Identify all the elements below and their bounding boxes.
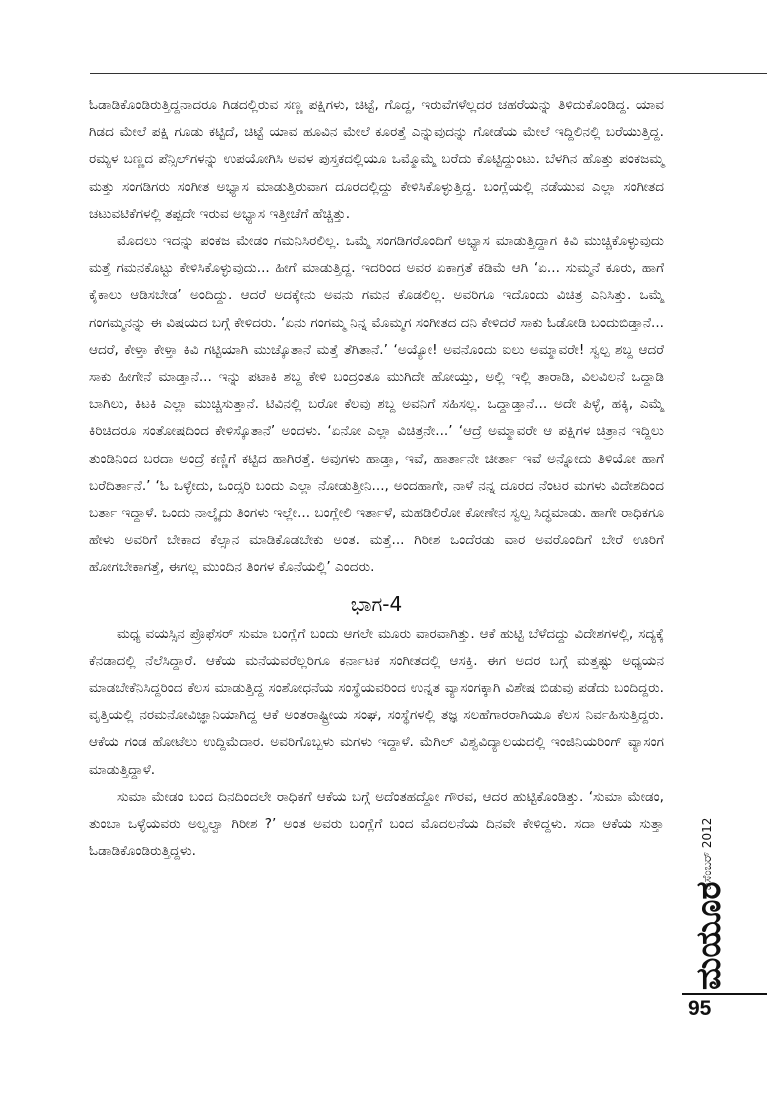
magazine-logo <box>686 881 732 990</box>
section-title: ಭಾಗ-4 <box>350 591 403 616</box>
article-body <box>89 92 664 865</box>
paragraph-4: ಸುಮಾ ಮೇಡಂ ಬಂದ ದಿನದಿಂದಲೇ ರಾಧಿಕಗೆ ಆಕೆಯ ಬಗ್ಗೆ ಅದೆಂತಹದ್ದೋ ಗೌರವ, ಆದರ ಹುಟ್ಟಿಕೊಂಡಿತ್ತು. ‘ಸುಮಾ ಮೇಡಂ, ತುಂಬಾ ಒಳ್ಳೆಯವರು ಅಲ್ವಲ್ವಾ ಗಿರೀಶ ?’ ಅಂತ ಅವರು ಬಂಗ್ಲೆಗೆ ಬಂದ ಮೊದಲನೆಯ ದಿನವೇ ಕೇಳಿದ್ದಳು. ಸದಾ ಆಕೆಯ ಸುತ್ತಾ ಓಡಾಡಿಕೊಂಡಿರುತ್ತಿದ್ದಳು. <box>89 788 664 860</box>
paragraph-2: ಮೊದಲು ಇದನ್ನು ಪಂಕಜ ಮೇಡಂ ಗಮನಿಸಿರಲಿಲ್ಲ. ಒಮ್ಮೆ ಸಂಗಡಿಗರೊಂದಿಗೆ ಅಭ್ಯಾಸ ಮಾಡುತ್ತಿದ್ದಾಗ ಕಿವಿ ಮುಚ್ಚಿಕೊಳ್ಳುವುದು ಮತ್ತೆ ಗಮನಕೊಟ್ಟು ಕೇಳಿಸಿಕೊಳ್ಳುವುದು... ಹೀಗೆ ಮಾಡುತ್ತಿದ್ದ. ಇದರಿಂದ ಅವರ ಏಕಾಗ್ರತೆ ಕಡಿಮೆ ಆಗಿ ‘ಏ... ಸುಮ್ಮನೆ ಕೂರು, ಹಾಗೆ ಕೈಕಾಲು ಆಡಿಸಬೇಡ’ ಅಂದಿದ್ದು. ಆದರೆ ಅದಕ್ಕೇನು ಅವನು ಗಮನ ಕೊಡಲಿಲ್ಲ. ಅವರಿಗೂ ಇದೊಂದು ವಿಚಿತ್ರ ಎನಿಸಿತ್ತು. ಒಮ್ಮೆ ಗಂಗಮ್ಮನನ್ನು ಈ ವಿಷಯದ ಬಗ್ಗೆ ಕೇಳಿದರು. ‘ಏನು ಗಂಗಮ್ಮ ನಿನ್ನ ಮೊಮ್ಮಗ ಸಂಗೀತದ ದನಿ ಕೇಳಿದರೆ ಸಾಕು ಓಡೋಡಿ ಬಂದುಬಿಡ್ತಾನೆ... ಆದರೆ, ಕೇಳ್ತಾ ಕೇಳ್ತಾ ಕಿವಿ ಗಟ್ಟಿಯಾಗಿ ಮುಚ್ಕೊತಾನೆ ಮತ್ತೆ ತೆಗಿತಾನೆ.’ ‘ಅಯ್ಯೋ! ಅವನೊಂದು ಐಲು ಅಮ್ಮಾವರೇ! ಸ್ವಲ್ಪ ಶಬ್ದ ಆದರೆ ಸಾಕು ಹೀಗೇನೆ ಮಾಡ್ತಾನೆ... ಇನ್ನು ಪಟಾಕಿ ಶಬ್ದ ಕೇಳಿ ಬಂದ್ರಂತೂ ಮುಗಿದೇ ಹೋಯ್ತು, ಅಲ್ಲಿ ಇಲ್ಲಿ ತಾರಾಡಿ, ವಿಲವಿಲನೆ ಒದ್ದಾಡಿ ಬಾಗಿಲು, ಕಿಟಕಿ ಎಲ್ಲಾ ಮುಚ್ಚಿಸುತ್ತಾನೆ. ಟಿವಿನಲ್ಲಿ ಬರೋ ಕೆಲವು ಶಬ್ದ ಅವನಿಗೆ ಸಹಿಸಲ್ಲ. ಒದ್ದಾಡ್ತಾನೆ... ಅದೇ ಪಿಳ್ಳೆ, ಹಕ್ಕಿ, ಎಮ್ಮೆ ಕಿರಿಚಿದರೂ ಸಂತೋಷದಿಂದ ಕೇಳಿಸ್ಕೊತಾನೆ’ ಅಂದಳು. ‘ಏನೋ ಎಲ್ಲಾ ವಿಚಿತ್ರನೇ...’ ‘ಆದ್ರೆ ಅಮ್ಮಾವರೇ ಆ ಪಕ್ಷಿಗಳ ಚಿತ್ರಾನ ಇದ್ದಿಲು ತುಂಡಿನಿಂದ ಬರದಾ ಅಂದ್ರೆ ಕಣ್ಣಿಗೆ ಕಟ್ಟಿದ ಹಾಗಿರತ್ತೆ. ಅವುಗಳು ಹಾಡ್ತಾ, ಇವೆ, ಹಾರ್ತಾನೇ ಚೀರ್ತಾ ಇವೆ ಅನ್ನೋದು ತಿಳಿಯೋ ಹಾಗೆ ಬರೆದಿರ್ತಾನೆ.’ ‘ಓ ಒಳ್ಳೇದು, ಒಂದ್ಸರಿ ಬಂದು ಎಲ್ಲಾ ನೋಡುತ್ತೀನಿ..., ಅಂದಹಾಗೇ, ನಾಳೆ ನನ್ನ ದೂರದ ನೆಂಟರ ಮಗಳು ವಿದೇಶದಿಂದ ಬರ್ತಾ ಇದ್ದಾಳೆ. ಒಂದು ನಾಲ್ಕೈದು ತಿಂಗಳು ಇಲ್ಲೇ... ಬಂಗ್ಲೇಲಿ ಇರ್ತಾಳೆ, ಮಹಡಿಲಿರೋ ಕೋಣೇನ ಸ್ವಲ್ಪ ಸಿದ್ಧಮಾಡು. ಹಾಗೇ ರಾಧಿಕಗೂ ಹೇಳು ಅವರಿಗೆ ಬೇಕಾದ ಕೆಲ್ಸಾನ ಮಾಡಿಕೊಡಬೇಕು ಅಂತ. ಮತ್ತೆ... ಗಿರೀಶ ಒಂದೆರಡು ವಾರ ಅವರೊಂದಿಗೆ ಬೇರೆ ಊರಿಗೆ ಹೋಗಬೇಕಾಗತ್ತೆ, ಈಗಲ್ಲ ಮುಂದಿನ ತಿಂಗಳ ಕೊನೆಯಲ್ಲಿ’ ಎಂದರು. <box>89 233 664 576</box>
page-number: 95 <box>688 997 712 1020</box>
paragraph-3: ಮಧ್ಯ ವಯಸ್ಸಿನ ಪ್ರೊಫೆಸರ್ ಸುಮಾ ಬಂಗ್ಲೆಗೆ ಬಂದು ಆಗಲೇ ಮೂರು ವಾರವಾಗಿತ್ತು. ಆಕೆ ಹುಟ್ಟಿ ಬೆಳೆದದ್ದು ವಿದೇಶಗಳಲ್ಲಿ, ಸದ್ಯಕ್ಕೆ ಕೆನಡಾದಲ್ಲಿ ನೆಲೆಸಿದ್ದಾರೆ. ಆಕೆಯ ಮನೆಯವರೆಲ್ಲರಿಗೂ ಕರ್ನಾಟಕ ಸಂಗೀತದಲ್ಲಿ ಆಸಕ್ತಿ. ಈಗ ಅದರ ಬಗ್ಗೆ ಮತ್ತಷ್ಟು ಅಧ್ಯಯನ ಮಾಡಬೇಕೆನಿಸಿದ್ದರಿಂದ ಕೆಲಸ ಮಾಡುತ್ತಿದ್ದ ಸಂಶೋಧನೆಯ ಸಂಸ್ಥೆಯವರಿಂದ ಉನ್ನತ ವ್ಯಾಸಂಗಕ್ಕಾಗಿ ವಿಶೇಷ ಬಿಡುವು ಪಡೆದು ಬಂದಿದ್ದರು. ವೃತ್ತಿಯಲ್ಲಿ ನರಮನೋವಿಜ್ಞಾನಿಯಾಗಿದ್ದ ಆಕೆ ಅಂತರಾಷ್ಟ್ರೀಯ ಸಂಘ, ಸಂಸ್ಥೆಗಳಲ್ಲಿ ತಜ್ಞ ಸಲಹೆಗಾರರಾಗಿಯೂ ಕೆಲಸ ನಿರ್ವಹಿಸುತ್ತಿದ್ದರು. ಆಕೆಯ ಗಂಡ ಹೋಟೆಲು ಉದ್ದಿಮೆದಾರ. ಅವರಿಗೊಬ್ಬಳು ಮಗಳು ಇದ್ದಾಳೆ. ಮೆಗಿಲ್ ವಿಶ್ವವಿದ್ಯಾಲಯದಲ್ಲಿ ಇಂಜಿನಿಯರಿಂಗ್ ವ್ಯಾಸಂಗ ಮಾಡುತ್ತಿದ್ದಾಳೆ. <box>89 625 664 778</box>
page-number-rule <box>682 993 767 995</box>
magazine-logo-text: ಮಯೂರ <box>689 881 729 990</box>
paragraph-1: ಓಡಾಡಿಕೊಂಡಿರುತ್ತಿದ್ದನಾದರೂ ಗಿಡದಲ್ಲಿರುವ ಸಣ್ಣ ಪಕ್ಷಿಗಳು, ಚಿಟ್ಟೆ, ಗೊದ್ದ, ಇರುವೆಗಳೆಲ್ಲದರ ಚಹರೆಯನ್ನು ತಿಳಿದುಕೊಂಡಿದ್ದ. ಯಾವ ಗಿಡದ ಮೇಲೆ ಪಕ್ಷಿ ಗೂಡು ಕಟ್ಟಿದೆ, ಚಿಟ್ಟೆ ಯಾವ ಹೂವಿನ ಮೇಲೆ ಕೂರತ್ತೆ ಎನ್ನುವುದನ್ನು ಗೋಡೆಯ ಮೇಲೆ ಇದ್ದಿಲಿನಲ್ಲಿ ಬರೆಯುತ್ತಿದ್ದ. ರಮ್ಯಳ ಬಣ್ಣದ ಪೆನ್ಸಿಲ್‌ಗಳನ್ನು ಉಪಯೋಗಿಸಿ ಅವಳ ಪುಸ್ತಕದಲ್ಲಿಯೂ ಒಮ್ಮೊಮ್ಮೆ ಬರೆದು ಕೊಟ್ಟಿದ್ದುಂಟು. ಬೆಳಗಿನ ಹೊತ್ತು ಪಂಕಜಮ್ಮ ಮತ್ತು ಸಂಗಡಿಗರು ಸಂಗೀತ ಅಭ್ಯಾಸ ಮಾಡುತ್ತಿರುವಾಗ ದೂರದಲ್ಲಿದ್ದು ಕೇಳಿಸಿಕೊಳ್ಳುತ್ತಿದ್ದ. ಬಂಗ್ಲೆಯಲ್ಲಿ ನಡೆಯುವ ಎಲ್ಲಾ ಸಂಗೀತದ ಚಟುವಟಿಕೆಗಳಲ್ಲಿ ತಪ್ಪದೇ ಇರುವ ಅಭ್ಯಾಸ ಇತ್ತೀಚೆಗೆ ಹೆಚ್ಚಿತ್ತು. <box>89 97 664 222</box>
issue-date-text: ಡಿಸೆಂಬರ್ 2012 <box>700 817 714 890</box>
issue-date <box>700 770 718 890</box>
top-rule <box>90 73 767 74</box>
